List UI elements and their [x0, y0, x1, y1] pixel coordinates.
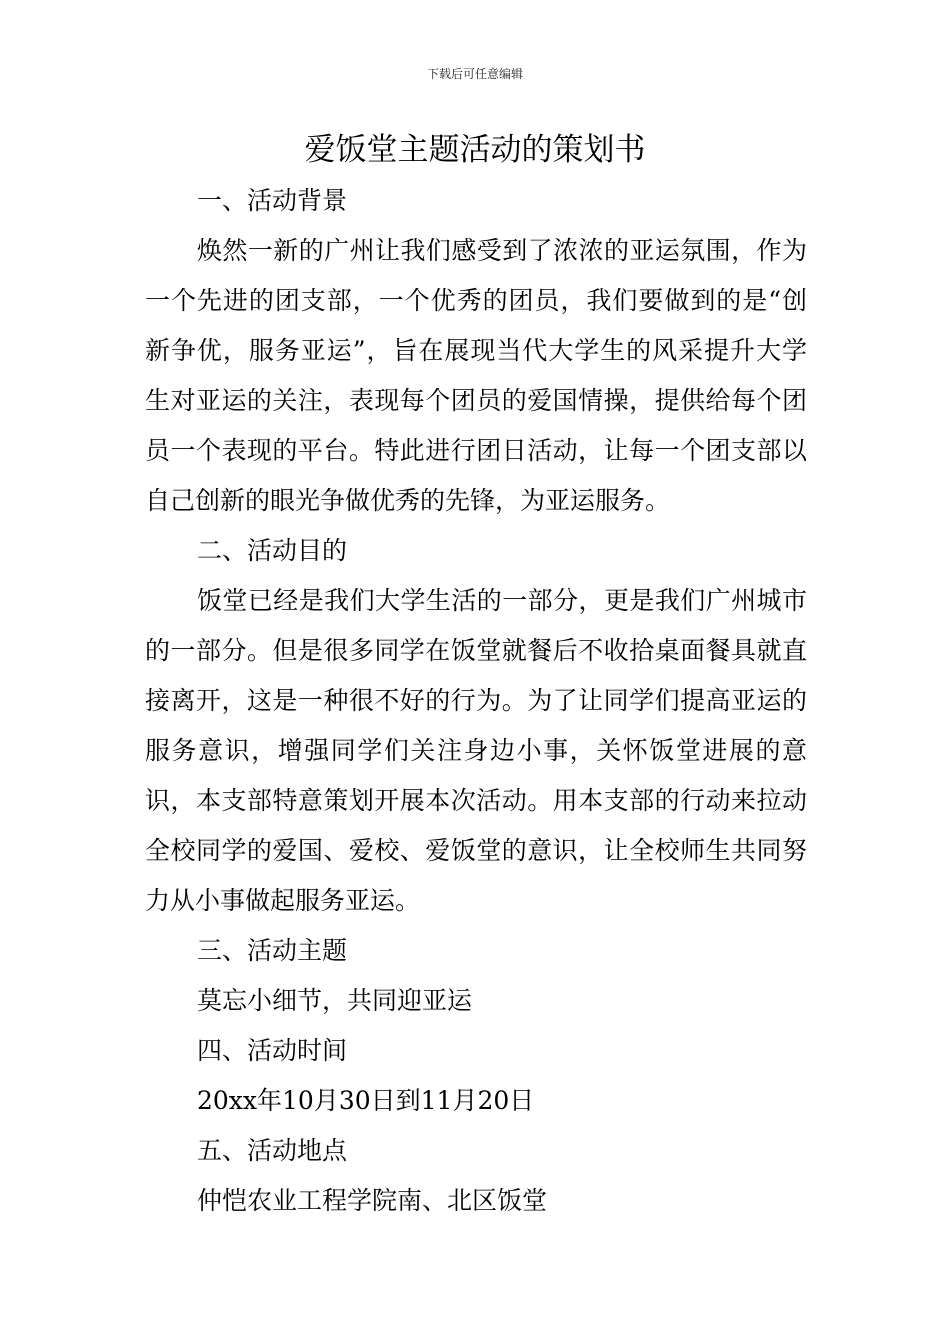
section-heading: 三、活动主题	[197, 936, 348, 965]
section-purpose	[145, 526, 807, 926]
section-time	[145, 1026, 807, 1126]
section-text: 莫忘小细节，共同迎亚运	[197, 986, 473, 1015]
document-title: 爱饭堂主题活动的策划书	[304, 132, 646, 168]
section-paragraph: 焕然一新的广州让我们感受到了浓浓的亚运氛围，作为一个先进的团支部，一个优秀的团员，我们要做到的是“创新争优，服务亚运”，旨在展现当代大学生的风采提升大学生对亚运的关注，表现每个团员的爱国情操，提供给每个团员一个表现的平台。特此进行团日活动，让每一个团支部以自己创新的眼光争做优秀的先锋，为亚运服务。	[145, 236, 807, 515]
section-background	[145, 176, 807, 526]
section-paragraph: 饭堂已经是我们大学生活的一部分，更是我们广州城市的一部分。但是很多同学在饭堂就餐后不收拾桌面餐具就直接离开，这是一种很不好的行为。为了让同学们提高亚运的服务意识，增强同学们关注身边小事，关怀饭堂进展的意识，本支部特意策划开展本次活动。用本支部的行动来拉动全校同学的爱国、爱校、爱饭堂的意识，让全校师生共同努力从小事做起服务亚运。	[145, 586, 807, 915]
section-theme	[145, 926, 807, 1026]
section-heading: 五、活动地点	[197, 1136, 348, 1165]
section-text: 仲恺农业工程学院南、北区饭堂	[197, 1186, 548, 1215]
section-heading: 四、活动时间	[197, 1036, 348, 1065]
section-location	[145, 1126, 807, 1226]
section-heading: 二、活动目的	[197, 536, 348, 565]
document-body	[145, 176, 807, 1226]
header-note: 下载后可任意编辑	[426, 67, 523, 81]
section-heading: 一、活动背景	[197, 186, 348, 215]
section-text: 20xx年10月30日到11月20日	[197, 1086, 535, 1115]
